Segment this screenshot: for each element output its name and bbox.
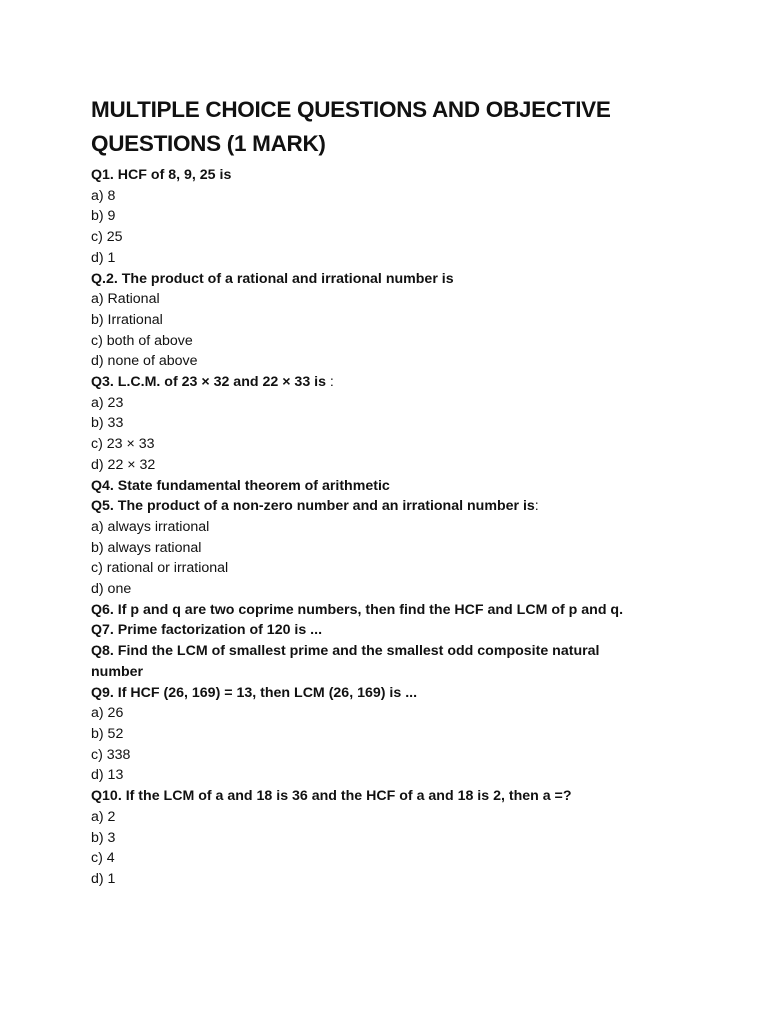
question-5-option-a: a) always irrational (91, 518, 210, 535)
question-8 (91, 641, 741, 682)
question-2-option-a: a) Rational (91, 291, 160, 308)
question-2-option-c: c) both of above (91, 332, 193, 349)
question-7 (91, 620, 741, 641)
question-9-text: Q9. If HCF (26, 169) = 13, then LCM (26, 169) is ... (91, 684, 418, 701)
question-3-line (91, 372, 741, 393)
question-3-text: Q3. L.C.M. of 23 × 32 and 22 × 33 is (91, 374, 326, 391)
question-10-text: Q10. If the LCM of a and 18 is 36 and the HCF of a and 18 is 2, then a =? (91, 788, 572, 805)
question-5-line (91, 496, 741, 517)
question-3-option-b: b) 33 (91, 415, 124, 432)
question-1-option-a: a) 8 (91, 187, 116, 204)
title-line-1: MULTIPLE CHOICE QUESTIONS AND OBJECTIVE (91, 97, 611, 122)
question-3-option-c: c) 23 × 33 (91, 436, 155, 453)
question-2-text: Q.2. The product of a rational and irrational number is (91, 270, 454, 287)
question-9-option-c: c) 338 (91, 746, 131, 763)
question-9-option-d: d) 13 (91, 767, 124, 784)
question-10-option-d: d) 1 (91, 870, 116, 887)
question-5-option-d: d) one (91, 581, 132, 598)
question-1-option-c: c) 25 (91, 229, 123, 246)
title-line-2: QUESTIONS (1 MARK) (91, 131, 326, 156)
question-6 (91, 600, 741, 621)
question-3 (91, 372, 741, 476)
question-10-option-a: a) 2 (91, 808, 116, 825)
question-3-option-d: d) 22 × 32 (91, 456, 156, 473)
question-2 (91, 269, 741, 373)
question-9-option-b: b) 52 (91, 725, 124, 742)
question-1 (91, 165, 741, 269)
question-8-text: Q8. Find the LCM of smallest prime and the smallest odd composite natural number (91, 643, 600, 680)
question-10-option-c: c) 4 (91, 850, 115, 867)
question-5-text: Q5. The product of a non-zero number and an irrational number is (91, 498, 535, 515)
question-1-text: Q1. HCF of 8, 9, 25 is (91, 167, 232, 183)
question-1-option-d: d) 1 (91, 249, 116, 266)
question-4-text: Q4. State fundamental theorem of arithmetic (91, 477, 390, 494)
question-7-text: Q7. Prime factorization of 120 is ... (91, 622, 323, 639)
question-2-option-b: b) Irrational (91, 311, 163, 328)
question-5-option-c: c) rational or irrational (91, 560, 229, 577)
question-5-tail: : (534, 498, 539, 515)
question-9 (91, 683, 741, 787)
question-3-option-a: a) 23 (91, 394, 124, 411)
document-title (91, 93, 741, 161)
question-4 (91, 476, 741, 497)
question-9-option-a: a) 26 (91, 705, 124, 722)
question-10 (91, 786, 741, 890)
question-2-option-d: d) none of above (91, 353, 198, 370)
question-10-option-b: b) 3 (91, 829, 116, 846)
document-page (91, 93, 741, 890)
question-5-option-b: b) always rational (91, 539, 202, 556)
question-3-tail: : (325, 374, 334, 391)
question-1-option-b: b) 9 (91, 208, 116, 225)
question-5 (91, 496, 741, 600)
question-6-text: Q6. If p and q are two coprime numbers, then find the HCF and LCM of p and q. (91, 601, 624, 618)
